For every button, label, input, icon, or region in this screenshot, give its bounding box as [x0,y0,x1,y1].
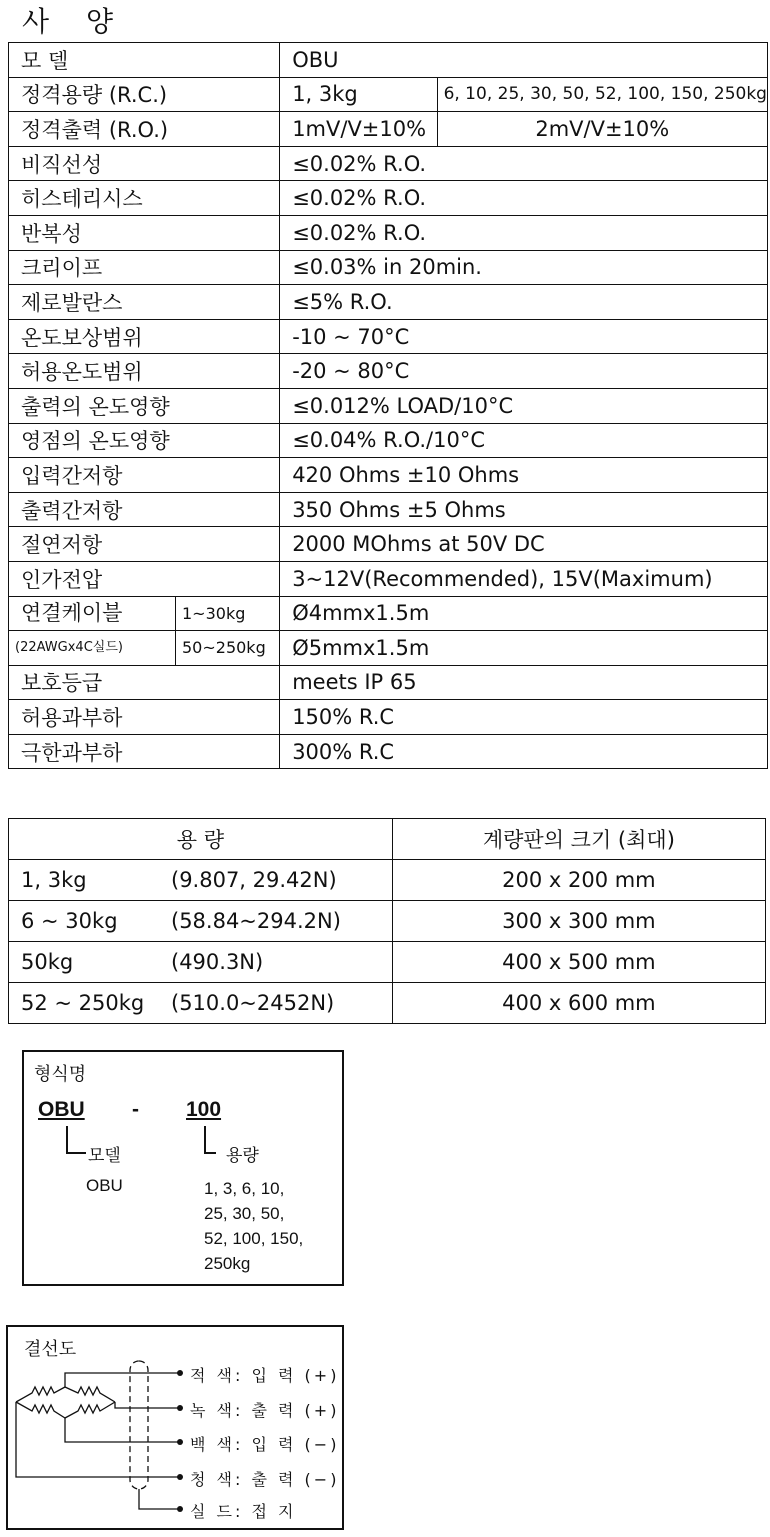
spec-value: ≤0.02% R.O. [280,146,768,181]
wiring-diagram-box [6,1325,344,1530]
spec-label: 정격용량 (R.C.) [9,77,280,112]
spec-value: -20 ~ 80°C [280,354,768,389]
bridge-resistor [65,1387,115,1402]
spec-label: 인가전압 [9,561,280,596]
spec-value: 1, 3kg [280,77,437,112]
table-row [9,319,768,354]
bridge-resistor [16,1387,65,1402]
model-caption: 모델 [88,1146,121,1165]
table-header-row [9,819,766,860]
cable-label: 연결케이블 [21,600,123,625]
table-row [9,77,768,112]
table-row [9,285,768,320]
capacity-line: 1, 3, 6, 10, [204,1179,285,1198]
spec-value: 2000 MOhms at 50V DC [280,527,768,562]
spec-label: 입력간저항 [9,458,280,493]
spec-value: ≤0.02% R.O. [280,181,768,216]
wire [65,1418,180,1442]
capacity-code: 100 [186,1098,222,1121]
cable-range: 50~250kg [175,631,279,665]
capacity-cell [9,942,393,983]
spec-value: 420 Ohms ±10 Ohms [280,458,768,493]
wire-label: 적 색: 입 력 (+) [190,1366,340,1385]
terminal-dot [177,1370,183,1376]
capacity-kg: 50kg [21,950,74,974]
bridge-resistor [16,1402,65,1418]
table-row [9,146,768,181]
model-value: OBU [86,1176,123,1195]
capacity-kg: 52 ~ 250kg [21,991,145,1015]
table-row [9,492,768,527]
spec-value: 300% R.C [280,734,768,769]
wire-label: 실 드: 접 지 [190,1502,297,1521]
cable-cell [9,596,280,631]
spec-value: ≤0.04% R.O./10°C [280,423,768,458]
model-bracket-line [66,1126,68,1152]
table-row [9,112,768,147]
table-row [9,665,768,700]
capacity-line: 250kg [204,1254,251,1273]
table-row [9,458,768,493]
plate-size: 400 x 500 mm [392,942,765,983]
table-row [9,734,768,769]
spec-value: 150% R.C [280,700,768,735]
spec-value: OBU [280,43,768,78]
capacity-newton: (490.3N) [171,950,264,974]
model-code: OBU [38,1098,85,1121]
table-row [9,596,768,631]
spec-label: 온도보상범위 [9,319,280,354]
spec-value: 3~12V(Recommended), 15V(Maximum) [280,561,768,596]
spec-value: meets IP 65 [280,665,768,700]
spec-label: 허용과부하 [9,700,280,735]
table-row [9,631,768,666]
table-row [9,942,766,983]
plate-size: 200 x 200 mm [392,860,765,901]
spec-label: 반복성 [9,215,280,250]
table-row [9,527,768,562]
capacity-line: 25, 30, 50, [204,1204,285,1223]
spec-value: 6, 10, 25, 30, 50, 52, 100, 150, 250kg [437,77,767,112]
table-row [9,860,766,901]
terminal-dot [177,1405,183,1411]
spec-value: Ø5mmx1.5m [280,631,768,666]
header-plate: 계량판의 크기 (최대) [392,819,765,860]
header-capacity: 용 량 [9,819,393,860]
terminal-dot [177,1474,183,1480]
table-row [9,181,768,216]
spec-value: ≤0.02% R.O. [280,215,768,250]
cable-sub: (22AWGx4C실드) [15,640,123,656]
spec-value: 2mV/V±10% [437,112,767,147]
spec-label: 출력의 온도영향 [9,388,280,423]
table-row [9,388,768,423]
spec-value: -10 ~ 70°C [280,319,768,354]
wire [65,1373,180,1387]
spec-label: 모 델 [9,43,280,78]
spec-label: 제로발란스 [9,285,280,320]
bridge-resistor [65,1402,115,1418]
spec-value: 350 Ohms ±5 Ohms [280,492,768,527]
cable-range: 1~30kg [175,597,279,631]
spec-label: 허용온도범위 [9,354,280,389]
capacity-bracket-line [204,1126,206,1152]
spec-value: ≤5% R.O. [280,285,768,320]
table-row [9,250,768,285]
cable-cell [9,631,280,666]
table-row [9,423,768,458]
spec-table [8,42,768,769]
wire-label: 백 색: 입 력 (−) [190,1435,340,1454]
spec-label: 비직선성 [9,146,280,181]
table-row [9,215,768,250]
capacity-table [8,818,766,1024]
capacity-line: 52, 100, 150, [204,1229,304,1248]
model-name-box [22,1050,344,1286]
spec-value: ≤0.03% in 20min. [280,250,768,285]
spec-label: 절연저항 [9,527,280,562]
capacity-newton: (9.807, 29.42N) [171,868,337,892]
spec-label: 보호등급 [9,665,280,700]
table-row [9,354,768,389]
wire-label: 청 색: 출 력 (−) [190,1470,340,1489]
spec-value: ≤0.012% LOAD/10°C [280,388,768,423]
spec-label: 극한과부하 [9,734,280,769]
wiring-diagram [8,1327,342,1528]
model-bracket-line [66,1152,86,1154]
capacity-cell [9,860,393,901]
terminal-dot [177,1439,183,1445]
capacity-kg: 1, 3kg [21,868,87,892]
plate-size: 300 x 300 mm [392,901,765,942]
table-row [9,901,766,942]
spec-label: 영점의 온도영향 [9,423,280,458]
capacity-kg: 6 ~ 30kg [21,909,118,933]
model-name-label: 형식명 [34,1064,87,1085]
capacity-values [204,1176,303,1276]
spec-label: 정격출력 (R.O.) [9,112,280,147]
spec-label: 히스테리시스 [9,181,280,216]
table-row [9,700,768,735]
table-row [9,43,768,78]
plate-size: 400 x 600 mm [392,983,765,1024]
table-row [9,561,768,596]
spec-value: Ø4mmx1.5m [280,596,768,631]
wire-label: 녹 색: 출 력 (+) [190,1401,340,1420]
page-title: 사 양 [22,5,127,38]
capacity-bracket-line [204,1152,216,1154]
wiring-label: 결선도 [24,1339,77,1360]
capacity-newton: (58.84~294.2N) [171,909,341,933]
terminal-dot [177,1506,183,1512]
capacity-cell [9,983,393,1024]
capacity-cell [9,901,393,942]
spec-label: 출력간저항 [9,492,280,527]
model-dash: - [132,1098,139,1121]
spec-value: 1mV/V±10% [280,112,437,147]
table-row [9,983,766,1024]
wire [16,1402,180,1477]
capacity-caption: 용량 [226,1146,259,1165]
shield-wire [139,1489,180,1509]
capacity-newton: (510.0~2452N) [171,991,335,1015]
shield-outline [130,1361,148,1489]
spec-label: 크리이프 [9,250,280,285]
